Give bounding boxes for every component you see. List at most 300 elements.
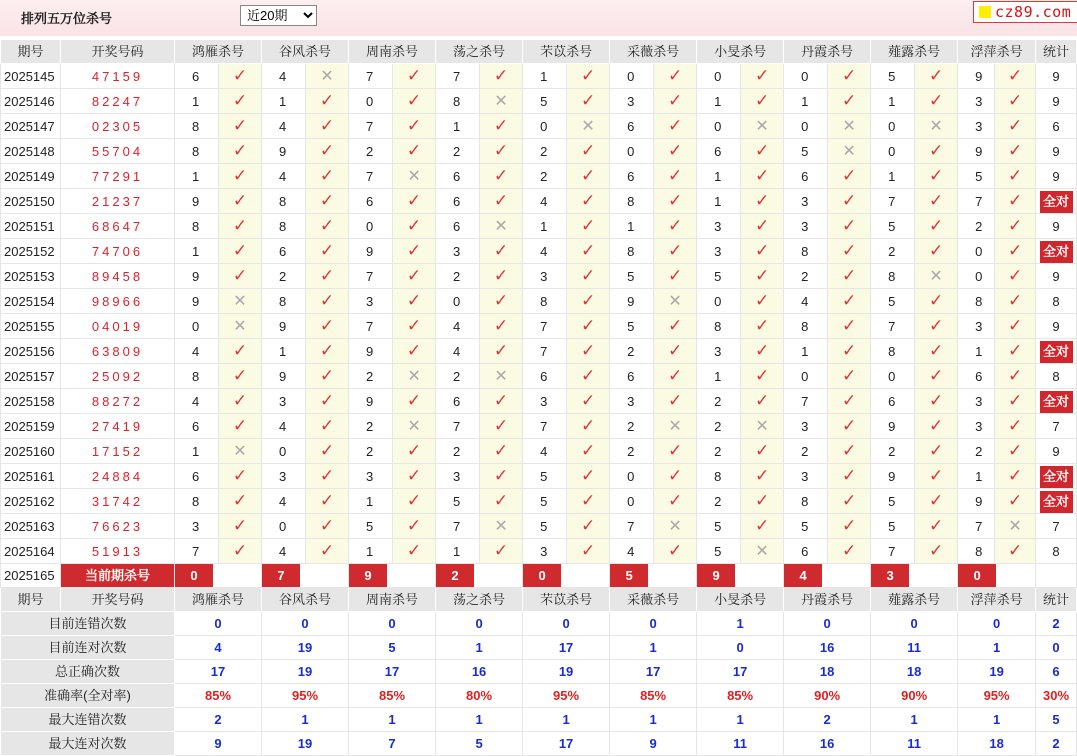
check-icon: ✓	[493, 141, 509, 160]
correct-mark	[393, 289, 436, 314]
kill-number: 6	[175, 464, 219, 489]
current-kill-cell	[871, 564, 958, 588]
kill-number: 1	[697, 164, 741, 189]
check-icon: ✓	[406, 441, 422, 460]
kill-number: 9	[610, 289, 654, 314]
check-icon: ✓	[406, 541, 422, 560]
kill-number: 6	[436, 164, 480, 189]
kill-number: 4	[175, 339, 219, 364]
correct-mark	[915, 89, 958, 114]
kill-number: 6	[175, 414, 219, 439]
correct-mark	[654, 64, 697, 89]
kill-number: 7	[349, 264, 393, 289]
check-icon: ✓	[754, 166, 770, 185]
correct-mark	[915, 339, 958, 364]
column-header: 芣苡杀号	[523, 40, 610, 64]
correct-mark	[654, 339, 697, 364]
current-kill-cell	[523, 564, 610, 588]
correct-mark	[219, 389, 262, 414]
kill-number: 2	[436, 264, 480, 289]
column-header: 薤露杀号	[871, 40, 958, 64]
row-stat	[1036, 239, 1077, 264]
all-correct-badge: 全对	[1040, 466, 1073, 488]
check-icon: ✓	[1007, 391, 1023, 410]
correct-mark	[219, 489, 262, 514]
correct-mark	[306, 139, 349, 164]
row-stat: 9	[1036, 64, 1077, 89]
kill-number: 4	[436, 339, 480, 364]
check-icon: ✓	[1007, 541, 1023, 560]
check-icon: ✓	[580, 391, 596, 410]
kill-number: 1	[784, 339, 828, 364]
correct-mark	[480, 264, 523, 289]
kill-number: 0	[610, 139, 654, 164]
stat-value: 11	[697, 732, 784, 756]
table-row	[1, 89, 1077, 114]
check-icon: ✓	[1007, 216, 1023, 235]
correct-mark	[219, 539, 262, 564]
kill-number: 3	[610, 89, 654, 114]
check-icon: ✓	[929, 291, 944, 310]
correct-mark	[567, 389, 610, 414]
correct-mark	[995, 539, 1036, 564]
cross-icon: ✕	[755, 417, 769, 435]
check-icon: ✓	[493, 191, 509, 210]
table-row	[1, 64, 1077, 89]
kill-number: 4	[262, 64, 306, 89]
check-icon: ✓	[493, 466, 509, 485]
draw-number: 82247	[61, 89, 175, 114]
check-icon: ✓	[841, 491, 857, 510]
wrong-mark	[480, 89, 523, 114]
column-header: 开奖号码	[61, 40, 175, 64]
current-kill-cell	[262, 564, 349, 588]
check-icon: ✓	[493, 66, 509, 85]
stat-value: 1	[436, 636, 523, 660]
kill-number: 0	[871, 364, 915, 389]
kill-number: 9	[262, 314, 306, 339]
issue-number: 2025159	[1, 414, 61, 439]
kill-number: 3	[349, 289, 393, 314]
kill-number: 0	[610, 64, 654, 89]
kill-number: 6	[262, 239, 306, 264]
correct-mark	[219, 114, 262, 139]
kill-number: 9	[262, 364, 306, 389]
kill-number: 2	[349, 414, 393, 439]
check-icon: ✓	[754, 316, 770, 335]
table-row	[1, 389, 1077, 414]
check-icon: ✓	[754, 441, 770, 460]
correct-mark	[654, 489, 697, 514]
check-icon: ✓	[667, 541, 683, 560]
table-row	[1, 289, 1077, 314]
kill-number: 8	[262, 214, 306, 239]
kill-number: 2	[349, 139, 393, 164]
correct-mark	[306, 514, 349, 539]
kill-number: 1	[262, 89, 306, 114]
check-icon: ✓	[754, 291, 770, 310]
kill-number: 0	[697, 114, 741, 139]
check-icon: ✓	[667, 441, 683, 460]
kill-number: 3	[697, 339, 741, 364]
issue-number: 2025161	[1, 464, 61, 489]
kill-number: 1	[697, 189, 741, 214]
kill-number: 7	[349, 314, 393, 339]
check-icon: ✓	[232, 541, 248, 560]
row-stat: 8	[1036, 364, 1077, 389]
check-icon: ✓	[406, 116, 422, 135]
correct-mark	[480, 464, 523, 489]
stat-value: 85%	[175, 684, 262, 708]
correct-mark	[995, 289, 1036, 314]
kill-number: 7	[349, 64, 393, 89]
correct-mark	[995, 464, 1036, 489]
kill-number: 0	[262, 439, 306, 464]
current-kill-number: 9	[697, 564, 735, 587]
correct-mark	[306, 89, 349, 114]
kill-number: 0	[697, 289, 741, 314]
kill-number: 2	[871, 239, 915, 264]
issue-number: 2025147	[1, 114, 61, 139]
correct-mark	[306, 364, 349, 389]
check-icon: ✓	[319, 541, 335, 560]
column-header: 谷风杀号	[262, 588, 349, 612]
check-icon: ✓	[929, 466, 944, 485]
kill-number: 2	[262, 264, 306, 289]
check-icon: ✓	[929, 441, 944, 460]
kill-number: 8	[436, 89, 480, 114]
kill-number: 0	[610, 489, 654, 514]
check-icon: ✓	[493, 316, 509, 335]
wrong-mark	[995, 514, 1036, 539]
logo-text: cz89.com	[995, 3, 1072, 21]
column-header: 荡之杀号	[436, 588, 523, 612]
stat-value: 0	[436, 612, 523, 636]
check-icon: ✓	[929, 316, 944, 335]
correct-mark	[828, 214, 871, 239]
stat-value: 16	[784, 732, 871, 756]
kill-number: 0	[784, 364, 828, 389]
correct-mark	[567, 339, 610, 364]
check-icon: ✓	[667, 91, 683, 110]
correct-mark	[828, 164, 871, 189]
kill-number: 3	[175, 514, 219, 539]
kill-number: 3	[784, 214, 828, 239]
correct-mark	[393, 114, 436, 139]
correct-mark	[219, 139, 262, 164]
table-row	[1, 189, 1077, 214]
check-icon: ✓	[1007, 466, 1023, 485]
logo-square-icon	[979, 6, 991, 18]
kill-number: 8	[610, 239, 654, 264]
correct-mark	[393, 514, 436, 539]
stat-value: 95%	[523, 684, 610, 708]
kill-number: 4	[523, 239, 567, 264]
correct-mark	[915, 239, 958, 264]
check-icon: ✓	[754, 491, 770, 510]
stat-row	[1, 612, 1077, 636]
table-row	[1, 489, 1077, 514]
correct-mark	[741, 389, 784, 414]
table-row	[1, 239, 1077, 264]
wrong-mark	[567, 114, 610, 139]
column-header: 周南杀号	[349, 588, 436, 612]
check-icon: ✓	[493, 266, 509, 285]
row-stat	[1036, 389, 1077, 414]
stat-label: 最大连错次数	[1, 708, 175, 732]
check-icon: ✓	[841, 341, 857, 360]
kill-number: 8	[610, 189, 654, 214]
kill-number: 8	[871, 264, 915, 289]
check-icon: ✓	[580, 416, 596, 435]
stat-value: 18	[958, 732, 1036, 756]
cross-icon: ✕	[668, 517, 682, 535]
kill-number: 0	[697, 64, 741, 89]
row-stat: 8	[1036, 289, 1077, 314]
correct-mark	[828, 539, 871, 564]
wrong-mark	[915, 114, 958, 139]
wrong-mark	[480, 364, 523, 389]
check-icon: ✓	[580, 66, 596, 85]
check-icon: ✓	[754, 341, 770, 360]
correct-mark	[995, 114, 1036, 139]
check-icon: ✓	[754, 466, 770, 485]
cross-icon: ✕	[494, 367, 508, 385]
table-row	[1, 464, 1077, 489]
check-icon: ✓	[406, 241, 422, 260]
stat-row	[1, 708, 1077, 732]
correct-mark	[480, 189, 523, 214]
check-icon: ✓	[754, 266, 770, 285]
wrong-mark	[393, 414, 436, 439]
check-icon: ✓	[232, 366, 248, 385]
correct-mark	[995, 414, 1036, 439]
column-header: 薤露杀号	[871, 588, 958, 612]
correct-mark	[306, 464, 349, 489]
cross-icon: ✕	[233, 442, 247, 460]
period-select[interactable]	[240, 5, 317, 26]
correct-mark	[654, 439, 697, 464]
issue-number: 2025152	[1, 239, 61, 264]
kill-number: 9	[175, 264, 219, 289]
check-icon: ✓	[929, 516, 944, 535]
cross-icon: ✕	[320, 67, 334, 85]
correct-mark	[828, 289, 871, 314]
stat-value: 1	[349, 708, 436, 732]
kill-number: 9	[349, 239, 393, 264]
current-kill-cell	[784, 564, 871, 588]
kill-number: 2	[523, 139, 567, 164]
kill-number: 7	[871, 314, 915, 339]
kill-number: 9	[958, 489, 995, 514]
kill-number: 2	[436, 139, 480, 164]
draw-number: 68647	[61, 214, 175, 239]
correct-mark	[915, 189, 958, 214]
stat-value: 4	[175, 636, 262, 660]
cross-icon: ✕	[1008, 517, 1022, 535]
check-icon: ✓	[841, 91, 857, 110]
stat-value: 0	[349, 612, 436, 636]
check-icon: ✓	[580, 216, 596, 235]
stat-value: 95%	[958, 684, 1036, 708]
column-header: 荡之杀号	[436, 40, 523, 64]
kill-number: 7	[871, 539, 915, 564]
correct-mark	[306, 414, 349, 439]
correct-mark	[741, 364, 784, 389]
correct-mark	[567, 64, 610, 89]
check-icon: ✓	[580, 191, 596, 210]
kill-number: 1	[523, 214, 567, 239]
check-icon: ✓	[667, 391, 683, 410]
issue-number: 2025153	[1, 264, 61, 289]
check-icon: ✓	[1007, 191, 1023, 210]
check-icon: ✓	[841, 416, 857, 435]
kill-number: 7	[610, 514, 654, 539]
table-row	[1, 339, 1077, 364]
table-row	[1, 539, 1077, 564]
correct-mark	[828, 314, 871, 339]
check-icon: ✓	[319, 391, 335, 410]
correct-mark	[393, 189, 436, 214]
site-logo[interactable]	[973, 1, 1077, 23]
kill-number: 1	[958, 464, 995, 489]
kill-number: 7	[523, 314, 567, 339]
correct-mark	[915, 464, 958, 489]
correct-mark	[306, 264, 349, 289]
check-icon: ✓	[580, 141, 596, 160]
check-icon: ✓	[319, 141, 335, 160]
wrong-mark	[393, 164, 436, 189]
correct-mark	[828, 189, 871, 214]
correct-mark	[741, 314, 784, 339]
check-icon: ✓	[841, 191, 857, 210]
correct-mark	[219, 239, 262, 264]
all-correct-badge: 全对	[1040, 391, 1073, 413]
kill-number: 7	[436, 514, 480, 539]
table-row	[1, 414, 1077, 439]
kill-number: 8	[697, 464, 741, 489]
issue-number: 2025158	[1, 389, 61, 414]
check-icon: ✓	[1007, 116, 1023, 135]
check-icon: ✓	[841, 391, 857, 410]
correct-mark	[567, 189, 610, 214]
check-icon: ✓	[493, 416, 509, 435]
check-icon: ✓	[667, 491, 683, 510]
check-icon: ✓	[319, 266, 335, 285]
check-icon: ✓	[667, 466, 683, 485]
wrong-mark	[654, 414, 697, 439]
kill-number: 0	[871, 139, 915, 164]
check-icon: ✓	[580, 291, 596, 310]
correct-mark	[915, 364, 958, 389]
correct-mark	[306, 489, 349, 514]
kill-number: 5	[436, 489, 480, 514]
check-icon: ✓	[493, 391, 509, 410]
correct-mark	[393, 464, 436, 489]
all-correct-badge: 全对	[1040, 191, 1073, 213]
correct-mark	[393, 439, 436, 464]
cross-icon: ✕	[407, 367, 421, 385]
kill-number: 7	[349, 114, 393, 139]
check-icon: ✓	[580, 341, 596, 360]
check-icon: ✓	[406, 516, 422, 535]
correct-mark	[915, 389, 958, 414]
cross-icon: ✕	[929, 267, 943, 285]
draw-number: 89458	[61, 264, 175, 289]
column-header: 期号	[1, 588, 61, 612]
check-icon: ✓	[841, 441, 857, 460]
current-kill-number: 0	[175, 564, 213, 587]
stat-row	[1, 660, 1077, 684]
check-icon: ✓	[841, 516, 857, 535]
correct-mark	[995, 264, 1036, 289]
column-header: 统计	[1036, 40, 1077, 64]
check-icon: ✓	[754, 66, 770, 85]
correct-mark	[306, 289, 349, 314]
row-stat: 9	[1036, 439, 1077, 464]
correct-mark	[741, 139, 784, 164]
correct-mark	[995, 439, 1036, 464]
kill-number: 0	[958, 239, 995, 264]
stat-row	[1, 684, 1077, 708]
kill-number: 3	[262, 464, 306, 489]
check-icon: ✓	[406, 266, 422, 285]
stat-value: 2	[175, 708, 262, 732]
stat-value: 2	[1036, 612, 1077, 636]
current-kill-label: 当前期杀号	[61, 564, 175, 588]
check-icon: ✓	[667, 241, 683, 260]
kill-number: 7	[958, 514, 995, 539]
stat-value: 17	[175, 660, 262, 684]
correct-mark	[219, 189, 262, 214]
check-icon: ✓	[1007, 141, 1023, 160]
correct-mark	[995, 389, 1036, 414]
current-kill-number: 0	[523, 564, 561, 587]
check-icon: ✓	[319, 116, 335, 135]
column-header: 开奖号码	[61, 588, 175, 612]
draw-number: 63809	[61, 339, 175, 364]
kill-number: 7	[958, 189, 995, 214]
draw-number: 27419	[61, 414, 175, 439]
current-kill-number: 9	[349, 564, 387, 587]
kill-number: 3	[958, 389, 995, 414]
correct-mark	[567, 514, 610, 539]
correct-mark	[741, 214, 784, 239]
correct-mark	[567, 414, 610, 439]
check-icon: ✓	[841, 366, 857, 385]
wrong-mark	[741, 414, 784, 439]
kill-number: 0	[784, 114, 828, 139]
kill-number: 7	[523, 414, 567, 439]
check-icon: ✓	[929, 66, 944, 85]
check-icon: ✓	[1007, 91, 1023, 110]
check-icon: ✓	[319, 491, 335, 510]
check-icon: ✓	[319, 241, 335, 260]
kill-number: 0	[349, 89, 393, 114]
kill-number: 7	[436, 414, 480, 439]
check-icon: ✓	[580, 541, 596, 560]
kill-number: 5	[523, 514, 567, 539]
check-icon: ✓	[232, 66, 248, 85]
stat-value: 1	[610, 708, 697, 732]
check-icon: ✓	[580, 166, 596, 185]
check-icon: ✓	[580, 516, 596, 535]
correct-mark	[828, 514, 871, 539]
correct-mark	[393, 139, 436, 164]
column-header: 小旻杀号	[697, 40, 784, 64]
correct-mark	[654, 89, 697, 114]
wrong-mark	[480, 514, 523, 539]
